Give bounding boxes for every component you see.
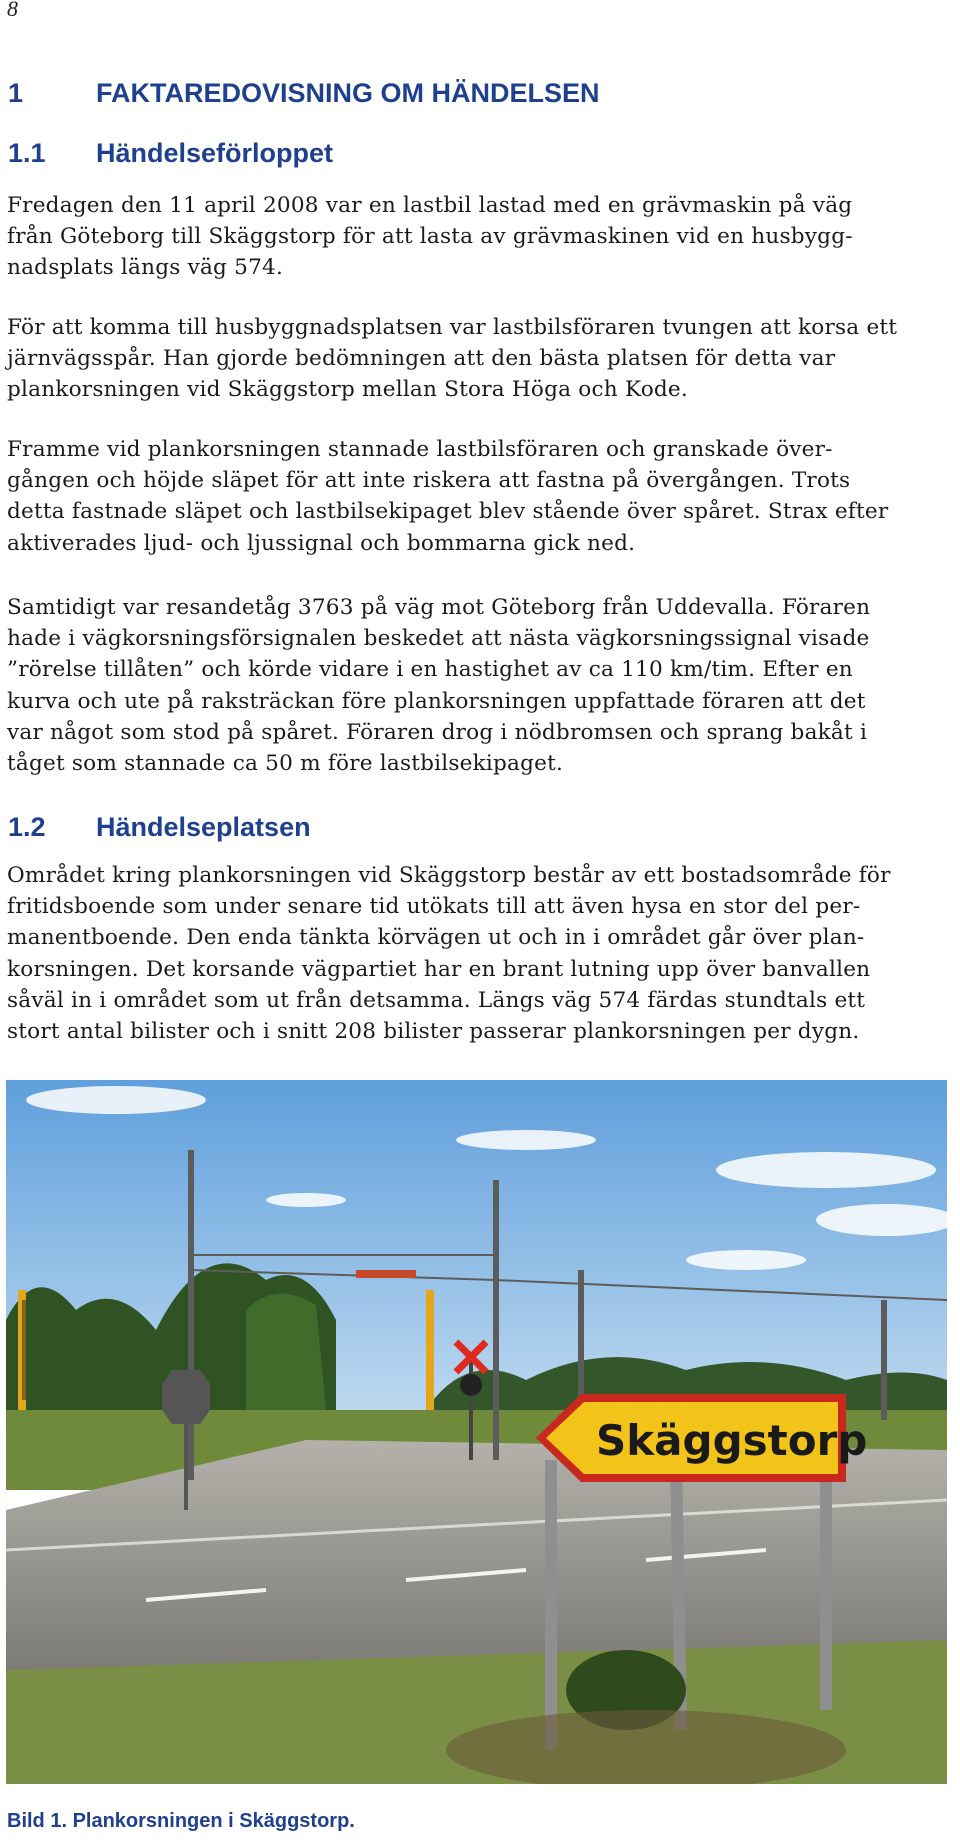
section-number: 1.2 xyxy=(8,812,46,842)
chapter-title: FAKTAREDOVISNING OM HÄNDELSEN xyxy=(96,78,600,108)
text-line: manentboende. Den enda tänkta körvägen ut och in i området går över plan- xyxy=(7,925,865,951)
figure-caption: Bild 1. Plankorsningen i Skäggstorp. xyxy=(7,1810,355,1832)
paragraph-4 xyxy=(7,592,957,779)
text-line: gången och höjde släpet för att inte riskera att fastna på övergången. Trots xyxy=(7,468,851,494)
section-number: 1.1 xyxy=(8,138,46,168)
text-line: detta fastnade släpet och lastbilsekipaget blev stående över spåret. Strax efter xyxy=(7,499,889,525)
text-line: var något som stod på spåret. Föraren drog i nödbromsen och sprang bakåt i xyxy=(7,719,868,745)
text-line: Framme vid plankorsningen stannade lastbilsföraren och granskade över- xyxy=(7,437,833,462)
text-line: järnvägsspår. Han gjorde bedömningen att den bästa platsen för detta var xyxy=(7,346,836,372)
crossing-photo xyxy=(6,1080,947,1784)
text-line: korsningen. Det korsande vägpartiet har en brant lutning upp över banvallen xyxy=(7,956,871,982)
paragraph-3 xyxy=(7,434,957,559)
text-line: stort antal bilister och i snitt 208 bilister passerar plankorsningen per dygn. xyxy=(7,1019,860,1045)
text-line: hade i vägkorsningsförsignalen beskedet att nästa vägkorsningssignal visade xyxy=(7,626,870,652)
text-line: såväl in i området som ut från detsamma. Längs väg 574 färdas stundtals ett xyxy=(7,987,866,1013)
text-line: För att komma till husbyggnadsplatsen var lastbilsföraren tvungen att korsa ett xyxy=(7,315,898,340)
text-line: ”rörelse tillåten” och körde vidare i en hastighet av ca 110 km/tim. Efter en xyxy=(7,657,853,683)
text-line: Samtidigt var resandetåg 3763 på väg mot Göteborg från Uddevalla. Föraren xyxy=(7,595,871,620)
section-title: Händelseförloppet xyxy=(96,138,334,168)
text-line: kurva och ute på raksträckan före plankorsningen uppfattade föraren att det xyxy=(7,688,866,714)
chapter-number: 1 xyxy=(8,78,24,108)
section-heading-1-2 xyxy=(8,812,311,843)
sign-text: Skäggstorp xyxy=(596,1416,868,1465)
section-title: Händelseplatsen xyxy=(96,812,311,842)
paragraph-5 xyxy=(7,860,957,1047)
text-line: nadsplats längs väg 574. xyxy=(7,255,284,281)
page-number: 8 xyxy=(7,0,18,21)
text-line: fritidsboende som under senare tid utökats till att även hysa en stor del per- xyxy=(7,894,861,920)
text-line: plankorsningen vid Skäggstorp mellan Stora Höga och Kode. xyxy=(7,377,688,403)
text-line: från Göteborg till Skäggstorp för att lasta av grävmaskinen vid en husbygg- xyxy=(7,224,853,250)
text-line: tåget som stannade ca 50 m före lastbilsekipaget. xyxy=(7,751,564,777)
text-line: Området kring plankorsningen vid Skäggstorp består av ett bostadsområde för xyxy=(7,863,891,888)
paragraph-2 xyxy=(7,312,957,406)
chapter-heading xyxy=(8,78,600,109)
text-line: aktiverades ljud- och ljussignal och bommarna gick ned. xyxy=(7,530,636,556)
section-heading-1-1 xyxy=(8,138,333,169)
text-line: Fredagen den 11 april 2008 var en lastbil lastad med en grävmaskin på väg xyxy=(7,193,853,218)
paragraph-1 xyxy=(7,190,957,284)
